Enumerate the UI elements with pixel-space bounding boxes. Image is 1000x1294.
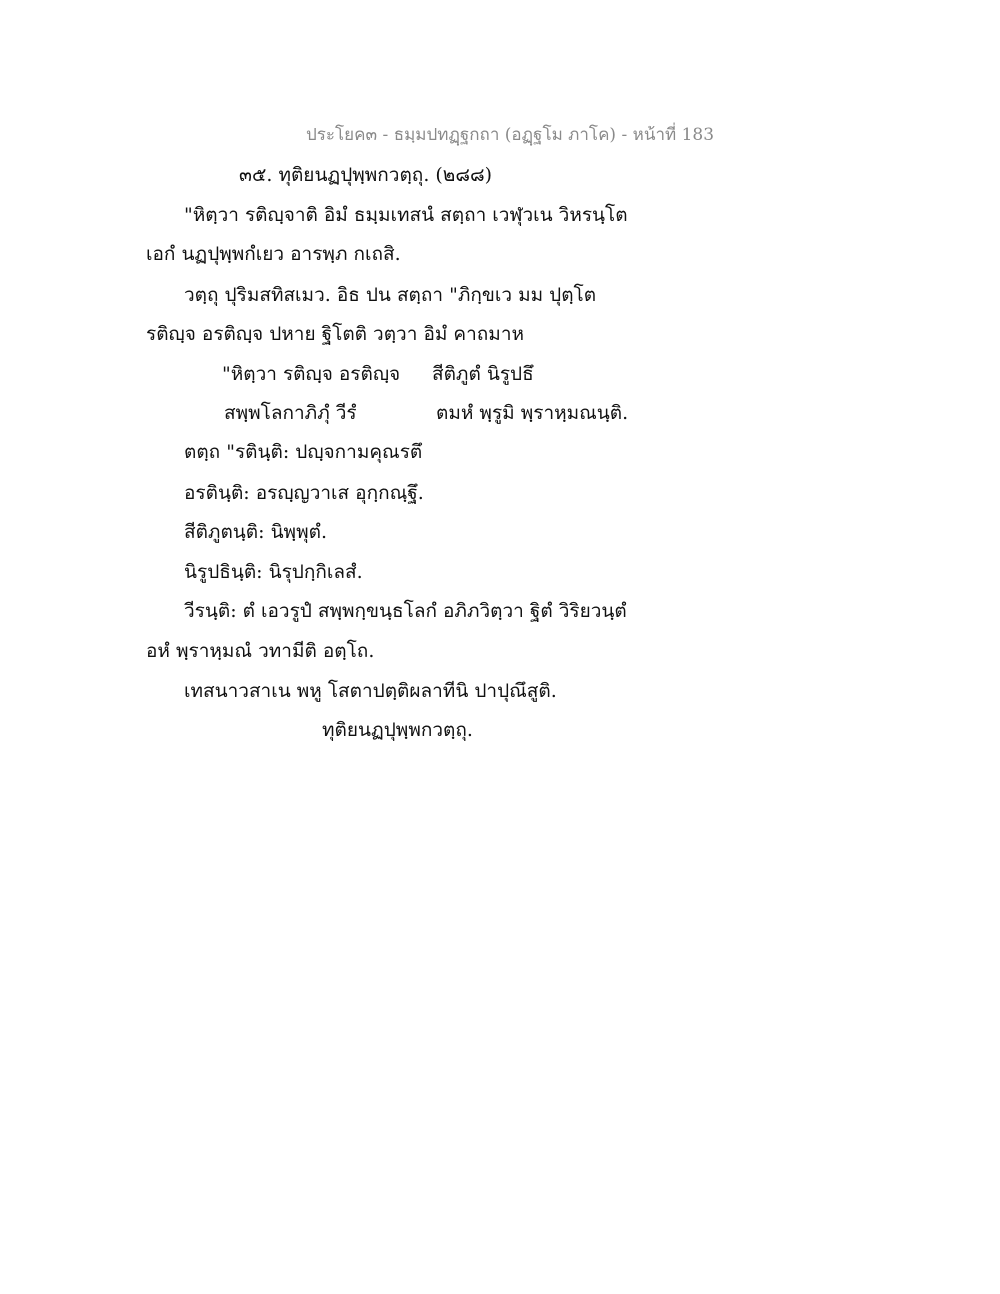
final-gloss-line-2: อหํ พฺราหฺมณํ วทามีติ อตฺโถ. [146, 640, 375, 662]
gloss-2: อรตินฺติ: อรญฺญวาเส อุกฺกณฺฐึ. [184, 482, 424, 504]
verse-row-1-right: สีติภูตํ นิรูปธึ [432, 363, 534, 385]
gloss-1: ตตฺถ "รตินฺติ: ปญฺจกามคุณรตึ [184, 441, 423, 463]
paragraph-2-line-1: วตฺถุ ปุริมสทิสเมว. อิธ ปน สตฺถา "ภิกฺขเว มม ปุตฺโต [184, 284, 597, 306]
gloss-4: นิรูปธินฺติ: นิรุปกฺกิเลสํ. [184, 561, 363, 583]
story-title: ๓๕. ทุติยนฏปุพฺพกวตฺถุ. (๒๘๘) [239, 164, 493, 186]
end-title: ทุติยนฏปุพฺพกวตฺถุ. [322, 719, 473, 741]
paragraph-1-line-2: เอกํ นฏปุพฺพกํเยว อารพฺภ กเถสิ. [146, 243, 401, 265]
verse-row-2-left: สพฺพโลกาภิภุํ วีรํ [224, 402, 357, 424]
paragraph-1-line-1: "หิตฺวา รติญฺจาติ อิมํ ธมฺมเทสนํ สตฺถา เวฬุวเน วิหรนฺโต [184, 204, 628, 226]
final-gloss-line-1: วีรนฺติ: ตํ เอวรูปํ สพฺพกฺขนฺธโลกํ อภิภวิตฺวา ฐิตํ วิริยวนฺตํ [184, 600, 627, 622]
verse-row-1-left: "หิตฺวา รติญฺจ อรติญฺจ [222, 363, 401, 385]
gloss-3: สีติภูตนฺติ: นิพฺพุตํ. [184, 521, 327, 543]
verse-row-2-right: ตมหํ พฺรูมิ พฺราหฺมณนฺติ. [436, 402, 629, 424]
running-head: ประโยค๓ - ธมฺมปทฏฺฐกถา (อฏฺฐโม ภาโค) - หน้าที่ 183 [306, 125, 715, 145]
paragraph-2-line-2: รติญฺจ อรติญฺจ ปหาย ฐิโตติ วตฺวา อิมํ คาถมาห [146, 323, 525, 345]
conclusion: เทสนาวสาเน พหู โสตาปตฺติผลาทีนิ ปาปุณึสูติ. [184, 680, 557, 702]
